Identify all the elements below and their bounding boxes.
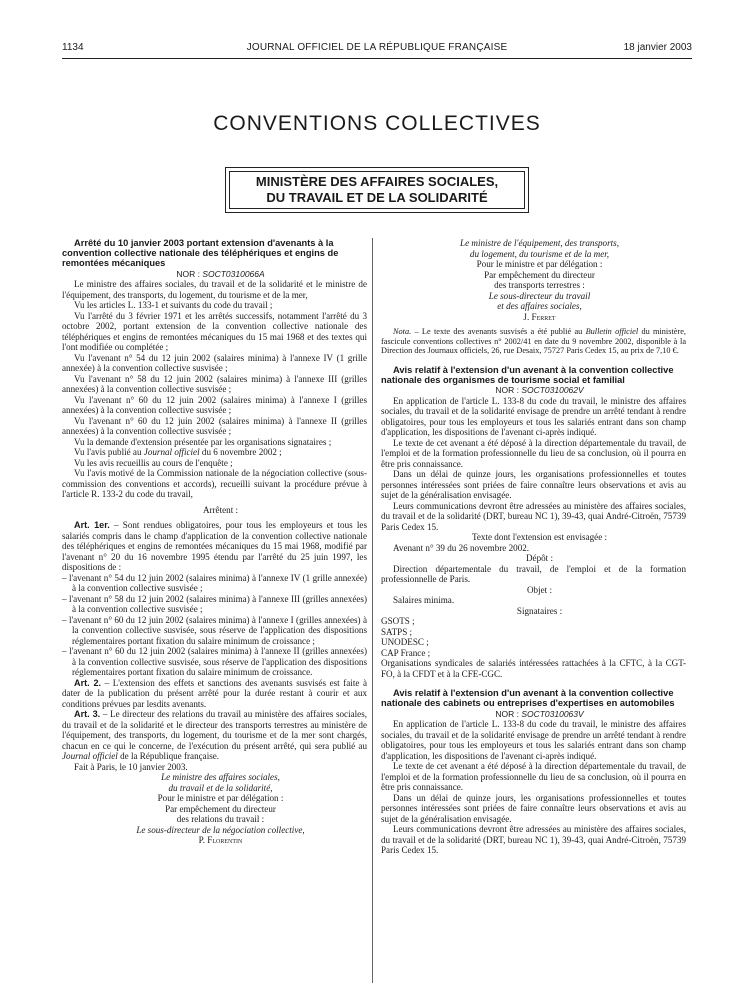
avis2-para-1: En application de l'article L. 133-8 du code du travail, le ministre des affaires sociales, du travail et de la solidarité envisage de prendre un arrêté tendant à rendre obligatoires, pour tous les employeurs et tous les salariés entrant dans son champ d'application, les dispositions de l'avenant ci-après indiqué. <box>381 719 686 761</box>
ministry-box <box>225 167 529 213</box>
signataire: GSOTS ; <box>381 616 415 627</box>
visa-avis-post: du 6 novembre 2002 ; <box>199 447 282 458</box>
issue-date: 18 janvier 2003 <box>623 42 692 53</box>
signature-block-left <box>62 772 367 846</box>
article-1 <box>62 520 367 573</box>
signataire: SATPS ; <box>381 626 413 637</box>
avis1-depot: Direction départementale du travail, de l'emploi et de la formation professionnelle de Paris. <box>381 563 686 585</box>
journal-name: JOURNAL OFFICIEL DE LA RÉPUBLIQUE FRANÇAISE <box>246 42 508 53</box>
art1-text: – Sont rendues obligatoires, pour tous les employeurs et tous les salariés compris dans le champ d'application de la convention collective nationale des téléphériques et engins de remontées mécaniques du 15 mai 1968, modifié par l'avenant n° 20 du 16 novembre 1995 étendu par l'arrêté du 25 juin 1997, les dispositions de : <box>62 520 367 573</box>
visa-9: Vu l'avis motivé de la Commission nationale de la négociation collective (sous-commission des conventions et accords), recueilli suivant la procédure prévue à l'article R. 133-2 du code du travail, <box>62 468 367 500</box>
visa-7: Vu la demande d'extension présentée par les organisations signataires ; <box>74 436 332 447</box>
nor-code: SOCT0310063V <box>521 708 584 719</box>
visa-1: Vu les articles L. 133-1 et suivants du code du travail ; <box>74 300 273 311</box>
ministry-box-inner <box>229 171 525 209</box>
avis1-objet-label: Objet : <box>526 584 552 595</box>
art1-item-3: – l'avenant n° 60 du 12 juin 2002 (salaires minima) à l'annexe I (grilles annexées) à la convention collective susvisée, sous réserve de l'application des dispositions réglementaires portant fixation du salaire minimum de croissance ; <box>62 614 367 646</box>
avis2-para-4: Leurs communications devront être adressées au ministère des affaires sociales, du travail et de la solidarité (DRT, bureau NC 1), 39-43, quai André-Citroën, 75739 Paris Cedex 15. <box>381 824 686 856</box>
art2-label: Art. 2. <box>74 677 102 688</box>
avis1-signataires-label: Signataires : <box>516 605 563 616</box>
avis1-para-4: Leurs communications devront être adressées au ministère des affaires sociales, du travail et de la solidarité (DRT, bureau NC 1), 39-43, quai André-Citroën, 75739 Paris Cedex 15. <box>381 500 686 532</box>
signataire: UNODESC ; <box>381 637 429 648</box>
avis1-avenant: Avenant n° 39 du 26 novembre 2002. <box>393 542 530 553</box>
section-title: CONVENTIONS COLLECTIVES <box>213 112 541 135</box>
sig-line: Par empêchement du directeur <box>484 269 595 280</box>
visa-avis-pre: Vu l'avis publié au <box>74 447 144 458</box>
sig-line: Pour le ministre et par délégation : <box>476 259 603 269</box>
article-2 <box>62 678 367 710</box>
avis1-nor <box>381 385 686 396</box>
signature-block-right <box>381 238 686 322</box>
avis2-para-3: Dans un délai de quinze jours, les organisations professionnelles et toutes personnes intéressées sont priées de faire connaître leurs observations et avis au sujet de la généralisation envisagée. <box>381 792 686 824</box>
spacer <box>381 679 686 688</box>
spacer <box>381 356 686 365</box>
running-header <box>62 42 692 58</box>
art3-label: Art. 3. <box>74 709 101 720</box>
nota-post: du ministère, fascicule conventions collectives n° 2002/41 en date du 9 novembre 2002, disponible à la Direction des Journaux officiels, 26, rue Desaix, 75727 Paris Cedex 15, au prix de 7,10 €. <box>381 327 686 356</box>
nota-label: Nota. <box>393 327 412 336</box>
avis1-para-2: Le texte de cet avenant a été déposé à la direction départementale du travail, de l'emploi et de la formation professionnelle du lieu de sa conclusion, où il pourra en être pris connaissance. <box>381 437 686 469</box>
visa-8: Vu les avis recueillis au cours de l'enquête ; <box>74 457 233 468</box>
left-column <box>62 238 367 846</box>
sig-line: Le ministre des affaires sociales, <box>161 772 280 783</box>
right-column <box>381 238 686 856</box>
header-rule <box>62 58 692 59</box>
sig-line: Par empêchement du directeur <box>165 803 276 814</box>
avis1-para-1: En application de l'article L. 133-8 du code du travail, le ministre des affaires sociales, du travail et de la solidarité envisage de prendre un arrêté tendant à rendre obligatoires, pour tous les employeurs et tous les salariés entrant dans son champ d'application, les dispositions de l'avenant ci-après indiqué. <box>381 395 686 438</box>
sig-line: Le sous-directeur du travail <box>488 290 591 301</box>
visa-5: Vu l'avenant n° 60 du 12 juin 2002 (salaires minima) à l'annexe I (grilles annexées) à la convention collective susvisée ; <box>62 394 367 416</box>
nor-code: SOCT0310062V <box>521 385 584 396</box>
avis1-heading: Avis relatif à l'extension d'un avenant à la convention collective nationale des organismes de tourisme social et familial <box>381 364 674 385</box>
signataire: CAP France ; <box>381 647 431 658</box>
arrete-heading: Arrêté du 10 janvier 2003 portant extension d'avenants à la convention collective nationale des téléphériques et engins de remontées mécaniques <box>62 238 339 269</box>
journal-officiel-italic: Journal officiel <box>143 447 200 458</box>
avis2-heading: Avis relatif à l'extension d'un avenant à la convention collective nationale des cabinets ou entreprises d'expertises en automobiles <box>381 688 675 709</box>
avis2-para-2: Le texte de cet avenant a été déposé à la direction départementale du travail, de l'emploi et de la formation professionnelle du lieu de sa conclusion, où il pourra en être pris connaissance. <box>381 761 686 793</box>
visa-6: Vu l'avenant n° 60 du 12 juin 2002 (salaires minima) à l'annexe II (grilles annexées) à la convention collective susvisée ; <box>62 415 367 437</box>
avis1-organisations: Organisations syndicales de salariés intéressées rattachées à la CFTC, à la CGT-FO, à la CFDT et à la CFE-CGC. <box>381 658 686 679</box>
nor-label: NOR : <box>176 268 200 279</box>
fait-a-paris: Fait à Paris, le 10 janvier 2003. <box>74 761 188 772</box>
sig-line: du travail et de la solidarité, <box>168 782 273 793</box>
sig-line: des relations du travail : <box>176 814 265 825</box>
art3-jo: Journal officiel <box>62 751 118 762</box>
art1-item-4: – l'avenant n° 60 du 12 juin 2002 (salaires minima) à l'annexe II (grilles annexées) à la convention collective susvisée, sous réserve de l'application des dispositions réglementaires portant fixation du salaire minimum de croissance. <box>62 646 367 678</box>
nota <box>381 327 686 356</box>
art3-text: – Le directeur des relations du travail au ministère des affaires sociales, du travail et de la solidarité et le directeur des transports terrestres au ministère de l'équipement, des transports, du logement, du tourisme et de la mer sont chargés, chacun en ce qui le concerne, de l'exécution du présent arrêté, qui sera publié au <box>62 709 368 751</box>
visa-avis-jo <box>62 447 367 458</box>
avis1-objet: Salaires minima. <box>393 595 455 606</box>
nor-label: NOR : <box>495 385 519 396</box>
nor-code: SOCT0310066A <box>202 268 265 279</box>
column-divider <box>372 238 373 983</box>
art1-item-1: – l'avenant n° 54 du 12 juin 2002 (salaires minima) à l'annexe IV (1 grille annexée) à la convention collective susvisée ; <box>62 572 367 594</box>
avis1-depot-label: Dépôt : <box>525 553 554 564</box>
sig-line: du logement, du tourisme et de la mer, <box>469 248 610 259</box>
page-number: 1134 <box>62 42 84 53</box>
signatory-name: P. Florentin <box>198 835 243 846</box>
sig-line: Pour le ministre et par délégation : <box>157 793 284 804</box>
avis2-nor <box>381 709 686 720</box>
visa-3: Vu l'avenant n° 54 du 12 juin 2002 (salaires minima) à l'annexe IV (1 grille annexée) à la convention collective susvisée ; <box>62 352 367 374</box>
signatory-name: J. Ferret <box>523 311 556 322</box>
sig-line: Le ministre de l'équipement, des transports, <box>460 238 619 248</box>
art3-post: de la République française. <box>117 751 220 762</box>
arrete-nor <box>62 269 367 280</box>
sig-line: Le sous-directeur de la négociation collective, <box>136 824 305 835</box>
sig-line: et des affaires sociales, <box>497 301 582 311</box>
art2-text: – L'extension des effets et sanctions des avenants susvisés est faite à dater de la publication du présent arrêté pour la durée restant à courir et aux conditions prévues par lesdits avenants. <box>62 677 367 709</box>
visa-2: Vu l'arrêté du 3 février 1971 et les arrêtés successifs, notamment l'arrêté du 3 octobre 2002, portant extension de la convention collective nationale des téléphériques et engins de remontées mécaniques du 15 mai 1968 et des textes qui l'ont modifiée ou complétée ; <box>62 310 367 353</box>
avis1-para-3: Dans un délai de quinze jours, les organisations professionnelles et toutes personnes intéressées sont priées de faire connaître leurs observations et avis au sujet de la généralisation envisagée. <box>381 469 686 501</box>
visa-4: Vu l'avenant n° 58 du 12 juin 2002 (salaires minima) à l'annexe III (grilles annexées) à la convention collective susvisée ; <box>62 373 367 395</box>
preamble: Le ministre des affaires sociales, du travail et de la solidarité et le ministre de l'équipement, des transports, du logement, du tourisme et de la mer, <box>62 279 367 300</box>
arretent: Arrêtent : <box>202 504 239 515</box>
art1-label: Art. 1er. <box>74 520 110 531</box>
nor-label: NOR : <box>495 708 519 719</box>
sig-line: des transports terrestres : <box>494 280 585 290</box>
article-3 <box>62 709 367 762</box>
ministry-line-2: DU TRAVAIL ET DE LA SOLIDARITÉ <box>266 190 488 205</box>
avis1-texte-label: Texte dont l'extension est envisagée : <box>471 532 608 543</box>
art1-item-2: – l'avenant n° 58 du 12 juin 2002 (salaires minima) à l'annexe III (grilles annexées) à la convention collective susvisée ; <box>62 593 367 615</box>
nota-bo: Bulletin officiel <box>585 327 639 336</box>
nota-pre: – Le texte des avenants susvisés a été publié au <box>411 327 586 336</box>
ministry-line-1: MINISTÈRE DES AFFAIRES SOCIALES, <box>255 174 499 189</box>
